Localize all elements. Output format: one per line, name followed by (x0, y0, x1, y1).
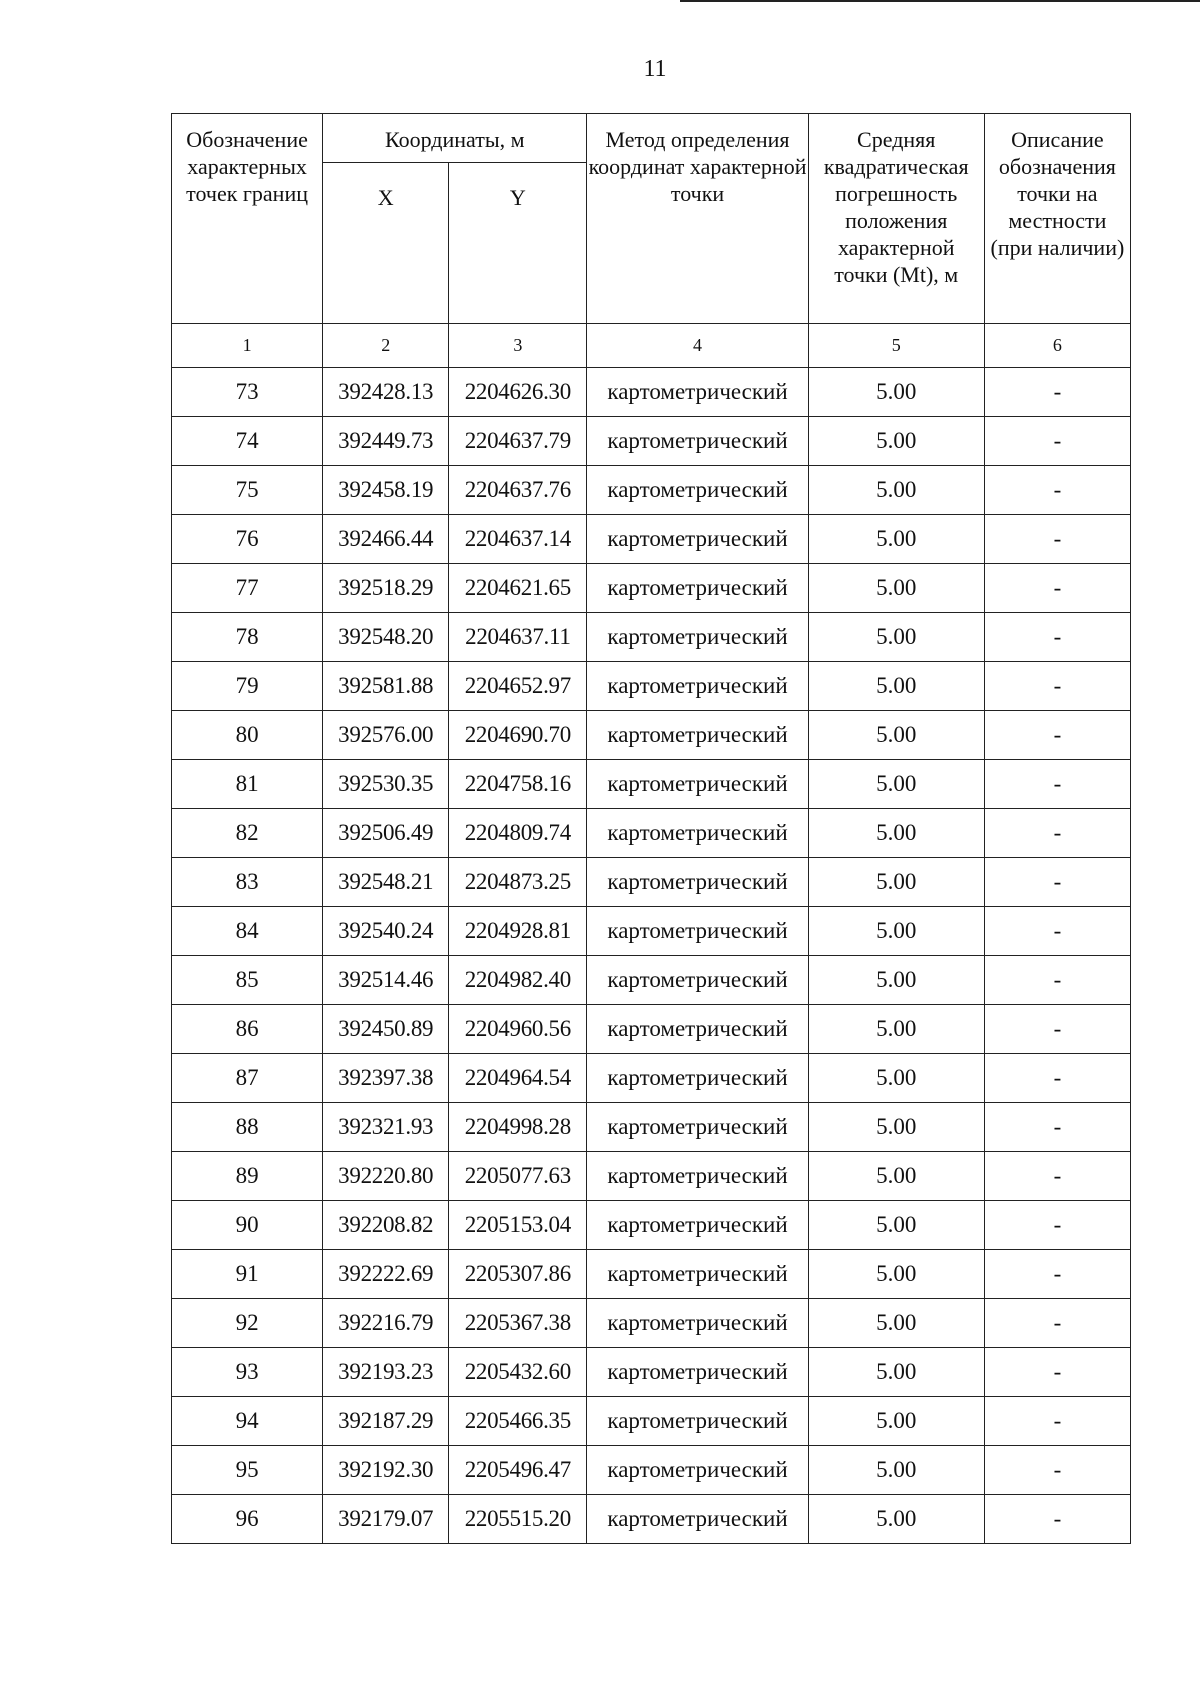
description-cell: - (984, 1495, 1130, 1544)
table-row (172, 760, 1131, 809)
x-coordinate-cell: 392208.82 (323, 1201, 449, 1250)
point-id-cell: 87 (172, 1054, 323, 1103)
x-coordinate-cell: 392216.79 (323, 1299, 449, 1348)
table-row (172, 907, 1131, 956)
description-cell: - (984, 466, 1130, 515)
y-coordinate-cell: 2205496.47 (449, 1446, 587, 1495)
point-id-cell: 88 (172, 1103, 323, 1152)
mean-error-cell: 5.00 (808, 1005, 984, 1054)
mean-error-cell: 5.00 (808, 662, 984, 711)
mean-error-cell: 5.00 (808, 1495, 984, 1544)
coordinates-table (171, 113, 1131, 1544)
description-cell: - (984, 417, 1130, 466)
description-cell: - (984, 907, 1130, 956)
mean-error-cell: 5.00 (808, 1446, 984, 1495)
description-cell: - (984, 1005, 1130, 1054)
x-coordinate-cell: 392466.44 (323, 515, 449, 564)
header-mean-error: Средняя квадратическая погрешность положения характерной точки (Mt), м (808, 114, 984, 324)
x-coordinate-cell: 392187.29 (323, 1397, 449, 1446)
column-number: 2 (323, 324, 449, 368)
column-number: 5 (808, 324, 984, 368)
description-cell: - (984, 613, 1130, 662)
table-row (172, 1348, 1131, 1397)
x-coordinate-cell: 392321.93 (323, 1103, 449, 1152)
point-id-cell: 89 (172, 1152, 323, 1201)
y-coordinate-cell: 2204873.25 (449, 858, 587, 907)
y-coordinate-cell: 2204809.74 (449, 809, 587, 858)
mean-error-cell: 5.00 (808, 1103, 984, 1152)
point-id-cell: 78 (172, 613, 323, 662)
column-number: 6 (984, 324, 1130, 368)
page-top-border (680, 0, 1200, 2)
x-coordinate-cell: 392428.13 (323, 368, 449, 417)
method-cell: картометрический (587, 1152, 808, 1201)
method-cell: картометрический (587, 1054, 808, 1103)
table-row (172, 858, 1131, 907)
method-cell: картометрический (587, 711, 808, 760)
header-description: Описание обозначения точки на местности (при наличии) (984, 114, 1130, 324)
mean-error-cell: 5.00 (808, 1054, 984, 1103)
method-cell: картометрический (587, 1495, 808, 1544)
header-point-designation: Обозначение характерных точек границ (172, 114, 323, 324)
description-cell: - (984, 1152, 1130, 1201)
table-row (172, 1446, 1131, 1495)
table-row (172, 662, 1131, 711)
header-x: X (323, 163, 449, 324)
mean-error-cell: 5.00 (808, 907, 984, 956)
column-number: 3 (449, 324, 587, 368)
column-number: 1 (172, 324, 323, 368)
table-row (172, 417, 1131, 466)
description-cell: - (984, 515, 1130, 564)
description-cell: - (984, 711, 1130, 760)
point-id-cell: 76 (172, 515, 323, 564)
method-cell: картометрический (587, 1348, 808, 1397)
x-coordinate-cell: 392222.69 (323, 1250, 449, 1299)
x-coordinate-cell: 392530.35 (323, 760, 449, 809)
method-cell: картометрический (587, 760, 808, 809)
point-id-cell: 79 (172, 662, 323, 711)
table-row (172, 368, 1131, 417)
mean-error-cell: 5.00 (808, 1299, 984, 1348)
description-cell: - (984, 1299, 1130, 1348)
table-row (172, 1495, 1131, 1544)
y-coordinate-cell: 2205367.38 (449, 1299, 587, 1348)
table-row (172, 1299, 1131, 1348)
table-row (172, 809, 1131, 858)
y-coordinate-cell: 2205515.20 (449, 1495, 587, 1544)
point-id-cell: 96 (172, 1495, 323, 1544)
page-number: 11 (643, 56, 667, 82)
table-row (172, 1201, 1131, 1250)
y-coordinate-cell: 2204960.56 (449, 1005, 587, 1054)
method-cell: картометрический (587, 466, 808, 515)
y-coordinate-cell: 2204637.11 (449, 613, 587, 662)
method-cell: картометрический (587, 1446, 808, 1495)
point-id-cell: 95 (172, 1446, 323, 1495)
method-cell: картометрический (587, 956, 808, 1005)
mean-error-cell: 5.00 (808, 711, 984, 760)
column-number-row (172, 324, 1131, 368)
table-row (172, 564, 1131, 613)
method-cell: картометрический (587, 417, 808, 466)
description-cell: - (984, 1397, 1130, 1446)
point-id-cell: 74 (172, 417, 323, 466)
method-cell: картометрический (587, 1103, 808, 1152)
x-coordinate-cell: 392179.07 (323, 1495, 449, 1544)
y-coordinate-cell: 2205077.63 (449, 1152, 587, 1201)
mean-error-cell: 5.00 (808, 368, 984, 417)
mean-error-cell: 5.00 (808, 1250, 984, 1299)
point-id-cell: 85 (172, 956, 323, 1005)
mean-error-cell: 5.00 (808, 1201, 984, 1250)
point-id-cell: 75 (172, 466, 323, 515)
point-id-cell: 82 (172, 809, 323, 858)
method-cell: картометрический (587, 662, 808, 711)
y-coordinate-cell: 2204652.97 (449, 662, 587, 711)
table-row (172, 1152, 1131, 1201)
method-cell: картометрический (587, 1397, 808, 1446)
point-id-cell: 92 (172, 1299, 323, 1348)
method-cell: картометрический (587, 1250, 808, 1299)
x-coordinate-cell: 392220.80 (323, 1152, 449, 1201)
description-cell: - (984, 1348, 1130, 1397)
x-coordinate-cell: 392192.30 (323, 1446, 449, 1495)
method-cell: картометрический (587, 1201, 808, 1250)
x-coordinate-cell: 392548.21 (323, 858, 449, 907)
mean-error-cell: 5.00 (808, 564, 984, 613)
x-coordinate-cell: 392397.38 (323, 1054, 449, 1103)
mean-error-cell: 5.00 (808, 417, 984, 466)
y-coordinate-cell: 2204690.70 (449, 711, 587, 760)
y-coordinate-cell: 2204998.28 (449, 1103, 587, 1152)
mean-error-cell: 5.00 (808, 515, 984, 564)
method-cell: картометрический (587, 613, 808, 662)
y-coordinate-cell: 2204626.30 (449, 368, 587, 417)
mean-error-cell: 5.00 (808, 1348, 984, 1397)
description-cell: - (984, 760, 1130, 809)
x-coordinate-cell: 392540.24 (323, 907, 449, 956)
table-row (172, 1005, 1131, 1054)
method-cell: картометрический (587, 368, 808, 417)
description-cell: - (984, 858, 1130, 907)
method-cell: картометрический (587, 1005, 808, 1054)
y-coordinate-cell: 2204637.79 (449, 417, 587, 466)
point-id-cell: 91 (172, 1250, 323, 1299)
mean-error-cell: 5.00 (808, 858, 984, 907)
y-coordinate-cell: 2205307.86 (449, 1250, 587, 1299)
point-id-cell: 93 (172, 1348, 323, 1397)
mean-error-cell: 5.00 (808, 613, 984, 662)
description-cell: - (984, 662, 1130, 711)
mean-error-cell: 5.00 (808, 466, 984, 515)
x-coordinate-cell: 392576.00 (323, 711, 449, 760)
description-cell: - (984, 1103, 1130, 1152)
y-coordinate-cell: 2204964.54 (449, 1054, 587, 1103)
x-coordinate-cell: 392193.23 (323, 1348, 449, 1397)
y-coordinate-cell: 2204982.40 (449, 956, 587, 1005)
method-cell: картометрический (587, 858, 808, 907)
table-row (172, 613, 1131, 662)
description-cell: - (984, 1446, 1130, 1495)
point-id-cell: 81 (172, 760, 323, 809)
table-row (172, 1397, 1131, 1446)
y-coordinate-cell: 2204928.81 (449, 907, 587, 956)
header-y: Y (449, 163, 587, 324)
x-coordinate-cell: 392458.19 (323, 466, 449, 515)
description-cell: - (984, 1201, 1130, 1250)
header-coordinates: Координаты, м (323, 114, 587, 163)
point-id-cell: 83 (172, 858, 323, 907)
method-cell: картометрический (587, 564, 808, 613)
header-method: Метод определения координат характерной точки (587, 114, 808, 324)
x-coordinate-cell: 392581.88 (323, 662, 449, 711)
point-id-cell: 80 (172, 711, 323, 760)
column-number: 4 (587, 324, 808, 368)
description-cell: - (984, 564, 1130, 613)
description-cell: - (984, 809, 1130, 858)
description-cell: - (984, 368, 1130, 417)
table-row (172, 515, 1131, 564)
table-body (172, 368, 1131, 1544)
y-coordinate-cell: 2204758.16 (449, 760, 587, 809)
x-coordinate-cell: 392506.49 (323, 809, 449, 858)
method-cell: картометрический (587, 1299, 808, 1348)
table-row (172, 466, 1131, 515)
x-coordinate-cell: 392548.20 (323, 613, 449, 662)
mean-error-cell: 5.00 (808, 809, 984, 858)
point-id-cell: 84 (172, 907, 323, 956)
table-row (172, 1054, 1131, 1103)
y-coordinate-cell: 2204621.65 (449, 564, 587, 613)
y-coordinate-cell: 2204637.76 (449, 466, 587, 515)
table-row (172, 956, 1131, 1005)
y-coordinate-cell: 2205432.60 (449, 1348, 587, 1397)
y-coordinate-cell: 2205466.35 (449, 1397, 587, 1446)
method-cell: картометрический (587, 907, 808, 956)
y-coordinate-cell: 2205153.04 (449, 1201, 587, 1250)
point-id-cell: 90 (172, 1201, 323, 1250)
mean-error-cell: 5.00 (808, 760, 984, 809)
point-id-cell: 94 (172, 1397, 323, 1446)
table-row (172, 711, 1131, 760)
table-row (172, 1250, 1131, 1299)
x-coordinate-cell: 392450.89 (323, 1005, 449, 1054)
mean-error-cell: 5.00 (808, 1397, 984, 1446)
description-cell: - (984, 1054, 1130, 1103)
mean-error-cell: 5.00 (808, 956, 984, 1005)
method-cell: картометрический (587, 809, 808, 858)
point-id-cell: 86 (172, 1005, 323, 1054)
point-id-cell: 77 (172, 564, 323, 613)
x-coordinate-cell: 392518.29 (323, 564, 449, 613)
method-cell: картометрический (587, 515, 808, 564)
x-coordinate-cell: 392514.46 (323, 956, 449, 1005)
y-coordinate-cell: 2204637.14 (449, 515, 587, 564)
description-cell: - (984, 1250, 1130, 1299)
point-id-cell: 73 (172, 368, 323, 417)
table-row (172, 1103, 1131, 1152)
mean-error-cell: 5.00 (808, 1152, 984, 1201)
x-coordinate-cell: 392449.73 (323, 417, 449, 466)
description-cell: - (984, 956, 1130, 1005)
